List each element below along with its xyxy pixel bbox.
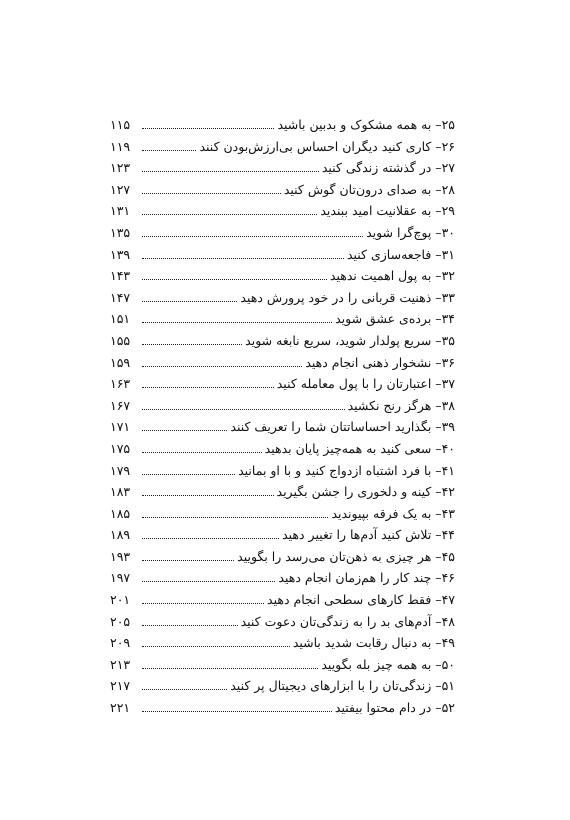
toc-entry-title: ۲۹– به عقلانیت امید ببندید <box>320 203 455 219</box>
toc-entry-title: ۴۵– هر چیزی به ذهن‌تان می‌رسد را بگویید <box>237 548 455 564</box>
toc-entry-page-number: ۲۱۷ <box>110 678 131 694</box>
toc-entry-page-number: ۲۱۳ <box>110 656 131 672</box>
toc-entry-title: ۳۰– پوچ‌گرا شوید <box>366 224 455 240</box>
dot-leader <box>142 537 279 539</box>
toc-entry-page-number: ۱۸۳ <box>110 484 131 500</box>
toc-entry-title: ۳۷– اعتبارتان را با پول معامله کنید <box>276 376 455 392</box>
toc-entry <box>110 308 455 330</box>
toc-entry-title: ۵۰– به همه چیز بله بگویید <box>321 656 455 672</box>
toc-entry-title: ۴۳– به یک فرقه بپیوندید <box>331 505 455 521</box>
toc-entry <box>110 546 455 568</box>
toc-entry <box>110 395 455 417</box>
toc-entry <box>110 589 455 611</box>
table-of-contents <box>110 114 455 719</box>
dot-leader <box>142 688 227 690</box>
toc-entry-page-number: ۱۸۹ <box>110 527 131 543</box>
dot-leader <box>142 127 274 129</box>
toc-entry <box>110 222 455 244</box>
toc-entry <box>110 179 455 201</box>
dot-leader <box>142 624 238 626</box>
toc-entry-page-number: ۱۴۳ <box>110 268 131 284</box>
toc-entry-page-number: ۱۶۷ <box>110 397 131 413</box>
toc-entry <box>110 481 455 503</box>
toc-entry-title: ۴۱– با فرد اشتباه ازدواج کنید و با او بمانید <box>238 462 455 478</box>
toc-entry-title: ۳۸– هرگز رنج نکشید <box>347 397 455 413</box>
toc-entry <box>110 438 455 460</box>
toc-entry-page-number: ۱۱۹ <box>110 138 131 154</box>
toc-entry-title: ۳۳– ذهنیت قربانی را در خود پرورش دهید <box>240 289 455 305</box>
toc-entry-page-number: ۱۸۵ <box>110 505 131 521</box>
toc-entry-page-number: ۲۰۵ <box>110 613 131 629</box>
toc-entry-page-number: ۱۷۹ <box>110 462 131 478</box>
toc-entry <box>110 330 455 352</box>
toc-entry-title: ۲۷– در گذشته زندگی کنید <box>321 160 455 176</box>
toc-entry-page-number: ۱۵۱ <box>110 311 131 327</box>
toc-entry-page-number: ۲۰۹ <box>110 635 131 651</box>
toc-entry-page-number: ۱۳۹ <box>110 246 131 262</box>
toc-entry-page-number: ۱۷۱ <box>110 419 131 435</box>
toc-entry-title: ۴۷– فقط کارهای سطحی انجام دهید <box>267 592 455 608</box>
toc-entry-title: ۴۰– سعی کنید به همه‌چیز پایان بدهید <box>264 440 455 456</box>
toc-entry-page-number: ۱۲۳ <box>110 160 131 176</box>
dot-leader <box>142 365 302 367</box>
toc-entry-page-number: ۲۲۱ <box>110 700 131 716</box>
dot-leader <box>142 667 318 669</box>
dot-leader <box>142 645 290 647</box>
toc-entry <box>110 632 455 654</box>
toc-entry-page-number: ۱۵۵ <box>110 332 131 348</box>
dot-leader <box>142 300 237 302</box>
toc-entry-title: ۳۶– نشخوار ذهنی انجام دهید <box>305 354 455 370</box>
toc-entry-title: ۳۲– به پول اهمیت ندهید <box>329 268 455 284</box>
toc-entry-page-number: ۱۴۷ <box>110 289 131 305</box>
toc-entry-title: ۴۹– به دنبال رقابت شدید باشید <box>292 635 455 651</box>
toc-entry-title: ۳۴– برده‌ی عشق شوید <box>335 311 455 327</box>
toc-entry <box>110 416 455 438</box>
toc-entry <box>110 265 455 287</box>
toc-entry-title: ۳۱– فاجعه‌سازی کنید <box>346 246 455 262</box>
dot-leader <box>142 429 227 431</box>
dot-leader <box>142 710 332 712</box>
dot-leader <box>142 580 275 582</box>
toc-entry <box>110 567 455 589</box>
toc-entry-title: ۲۵– به همه مشکوک و بدبین باشید <box>277 117 455 132</box>
toc-entry <box>110 200 455 222</box>
dot-leader <box>142 473 235 475</box>
toc-entry-page-number: ۱۳۵ <box>110 224 131 240</box>
toc-entry-title: ۵۲– در دام محتوا بیفتید <box>334 700 455 716</box>
dot-leader <box>142 559 234 561</box>
toc-entry <box>110 697 455 719</box>
dot-leader <box>142 235 363 237</box>
toc-entry <box>110 157 455 179</box>
toc-entry-page-number: ۱۷۵ <box>110 440 131 456</box>
dot-leader <box>142 213 317 215</box>
toc-entry-title: ۴۲– کینه و دلخوری را جشن بگیرید <box>276 484 455 500</box>
dot-leader <box>142 149 196 151</box>
dot-leader <box>142 494 274 496</box>
toc-entry <box>110 287 455 309</box>
toc-entry <box>110 460 455 482</box>
toc-entry <box>110 244 455 266</box>
toc-entry <box>110 136 455 158</box>
dot-leader <box>142 321 332 323</box>
dot-leader <box>142 343 242 345</box>
toc-entry-title: ۲۶– کاری کنید دیگران احساس بی‌ارزش‌بودن کنند <box>199 138 455 154</box>
toc-entry-title: ۴۶– چند کار را هم‌زمان انجام دهید <box>278 570 455 586</box>
dot-leader <box>142 451 262 453</box>
toc-entry-page-number: ۱۹۳ <box>110 548 131 564</box>
toc-entry <box>110 352 455 374</box>
dot-leader <box>142 386 274 388</box>
toc-entry <box>110 654 455 676</box>
dot-leader <box>142 257 344 259</box>
toc-entry-page-number: ۱۲۷ <box>110 181 131 197</box>
toc-entry-page-number: ۲۰۱ <box>110 592 131 608</box>
toc-entry-title: ۴۸– آدم‌های بد را به زندگی‌تان دعوت کنید <box>240 613 455 629</box>
toc-entry <box>110 503 455 525</box>
dot-leader <box>142 408 345 410</box>
toc-entry-title: ۳۵– سریع پولدار شوید، سریع نابغه شوید <box>245 332 455 348</box>
toc-entry-page-number: ۱۱۵ <box>110 117 131 132</box>
toc-entry <box>110 373 455 395</box>
dot-leader <box>142 602 264 604</box>
toc-entry <box>110 114 455 136</box>
dot-leader <box>142 170 319 172</box>
toc-entry <box>110 524 455 546</box>
dot-leader <box>142 192 281 194</box>
toc-entry-page-number: ۱۶۳ <box>110 376 131 392</box>
toc-entry-page-number: ۱۳۱ <box>110 203 131 219</box>
toc-entry-page-number: ۱۹۷ <box>110 570 131 586</box>
toc-entry-title: ۳۹– بگذارید احساساتتان شما را تعریف کنند <box>230 419 455 435</box>
toc-entry-title: ۵۱– زندگی‌تان را با ابزارهای دیجیتال پر کنید <box>230 678 455 694</box>
toc-entry-title: ۲۸– به صدای درون‌تان گوش کنید <box>283 181 455 197</box>
toc-entry <box>110 675 455 697</box>
dot-leader <box>142 516 328 518</box>
toc-entry-page-number: ۱۵۹ <box>110 354 131 370</box>
toc-entry-title: ۴۴– تلاش کنید آدم‌ها را تغییر دهید <box>282 527 455 543</box>
toc-entry <box>110 611 455 633</box>
dot-leader <box>142 278 327 280</box>
